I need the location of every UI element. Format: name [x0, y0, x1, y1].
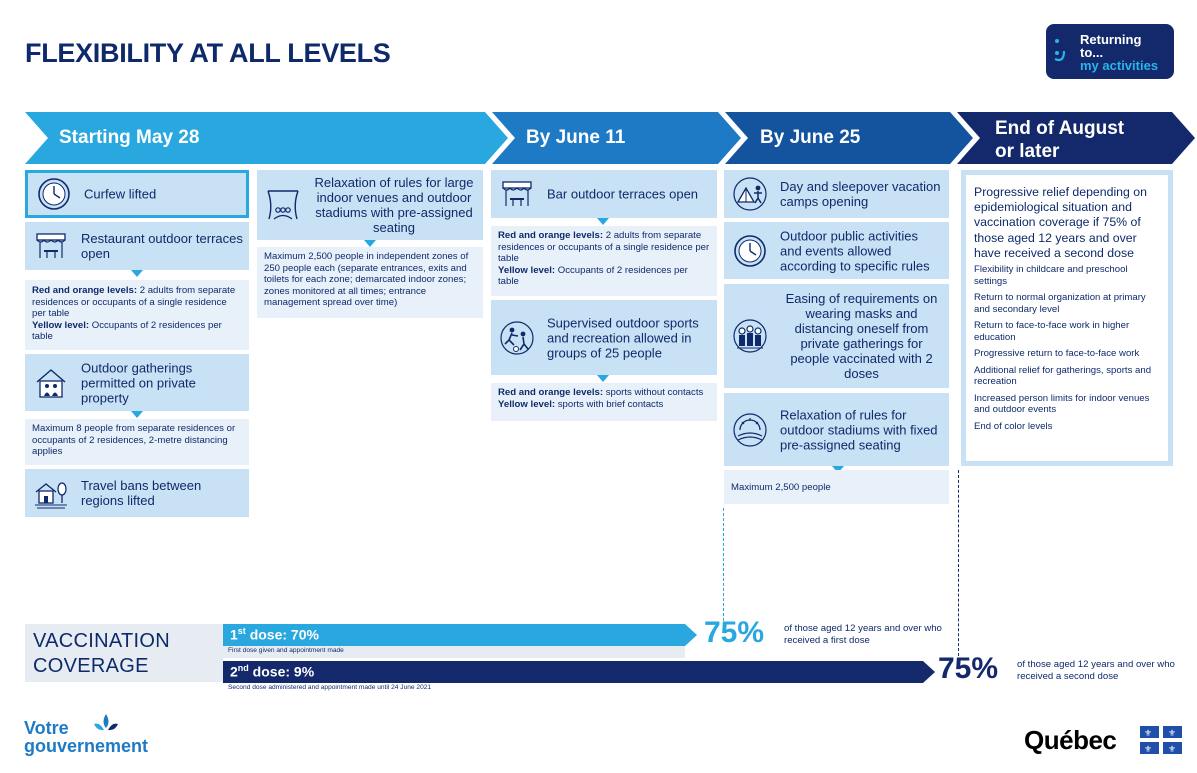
dose2-target-text: of those aged 12 years and over who received a second dose — [1017, 659, 1175, 682]
phase-label-august-line1: End of August — [995, 118, 1125, 139]
votre-gouvernement-logo — [24, 719, 148, 755]
note-red-text: sports without contacts — [603, 387, 704, 398]
dose2-sup: nd — [237, 663, 249, 673]
terrace-icon — [33, 228, 69, 264]
dashed-connector-august — [958, 470, 959, 656]
stadium-icon — [732, 412, 768, 448]
phase-label-may28: Starting May 28 — [59, 127, 200, 148]
dose2-text: dose: 9% — [248, 663, 315, 680]
august-panel — [961, 170, 1173, 466]
sports-text: Supervised outdoor sports and recreation allowed in groups of 25 people — [547, 315, 699, 360]
note-yellow-label: Yellow level: — [498, 398, 556, 410]
note-yellow-text: Occupants of 2 residences per table — [32, 319, 222, 342]
dose1-target: 75% — [704, 616, 765, 649]
card-camps — [724, 170, 949, 218]
svg-text:⚜: ⚜ — [1144, 729, 1153, 739]
bar-text: Bar outdoor terraces open — [547, 186, 699, 202]
dose1-label — [230, 626, 319, 643]
phase-label-june11: By June 11 — [526, 127, 626, 148]
note-red-text: 2 adults from separate residences or occupants of a single residence per table — [32, 285, 236, 319]
fleur-icon — [92, 714, 120, 736]
dose2-subtext: Second dose administered and appointment made until 24 June 2021 — [228, 684, 432, 691]
travel-text: Travel bans between regions lifted — [81, 478, 202, 508]
note-yellow-text: Occupants of 2 residences per table — [498, 264, 688, 287]
svg-text:⚜: ⚜ — [1168, 745, 1177, 754]
house-tree-icon — [33, 475, 69, 511]
note-red-label: Red and orange levels: — [32, 285, 138, 296]
card-travel — [25, 469, 249, 517]
card-gatherings — [25, 354, 249, 411]
pointer-triangle — [597, 375, 609, 382]
vaccination-label-line2: COVERAGE — [33, 655, 149, 677]
stadiums-text: Relaxation of rules for outdoor stadiums with fixed pre-assigned seating — [780, 407, 938, 452]
crowd-icon — [732, 318, 768, 354]
gatherings-text: Outdoor gatherings permitted on private property — [81, 360, 196, 405]
phase-label-june25: By June 25 — [760, 127, 861, 148]
dose1-text: dose: 70% — [245, 626, 319, 643]
august-heading: Progressive relief depending on epidemiological situation and vaccination coverage if 75% of those aged 12 years and over have received a second dose — [974, 185, 1147, 260]
note-gatherings: Maximum 8 people from separate residences or occupants of 2 residences, 2-metre distancing applies — [25, 419, 249, 465]
votre-line1: Votre — [24, 718, 69, 738]
smile-icon — [1052, 33, 1068, 69]
venues-text: Relaxation of rules for large indoor venues and outdoor stadiums with pre-assigned seating — [314, 175, 474, 235]
logo-line2: to... — [1080, 45, 1104, 60]
card-outdoor-activities — [724, 222, 949, 279]
phase-label-august — [995, 117, 1124, 163]
outdoor-text: Outdoor public activities and events allowed according to specific rules — [780, 228, 930, 273]
quebec-logo: Québec — [1024, 725, 1117, 755]
note-red-label: Red and orange levels: — [498, 230, 604, 241]
dose2-label — [230, 663, 314, 680]
august-item: Return to face-to-face work in higher education — [974, 320, 1130, 343]
phase-label-august-line2: or later — [995, 141, 1060, 162]
clock-icon — [36, 176, 72, 212]
dose2-target: 75% — [938, 652, 999, 685]
note-sports — [491, 383, 717, 421]
dose1-subtext: First dose given and appointment made — [228, 647, 344, 654]
svg-text:⚜: ⚜ — [1168, 729, 1177, 739]
note-yellow-label: Yellow level: — [498, 264, 556, 276]
pointer-triangle — [131, 270, 143, 277]
august-item: End of color levels — [974, 420, 1053, 432]
card-bar — [491, 170, 717, 218]
clock-icon — [732, 233, 768, 269]
camps-text: Day and sleepover vacation camps opening — [780, 179, 941, 209]
dose2-ordinal: 2 — [230, 663, 238, 680]
august-item: Return to normal organization at primary and secondary level — [974, 292, 1146, 315]
house-people-icon — [33, 365, 69, 401]
note-venues: Maximum 2,500 people in independent zones of 250 people each (separate entrances, exits and toilets for each zone; demarcated indoor zones; zones monitored at all times; entrance management spread over time) — [257, 247, 483, 318]
note-yellow-text: sports with brief contacts — [555, 398, 664, 410]
card-venues — [257, 170, 483, 240]
august-item: Increased person limits for indoor venues and outdoor events — [974, 392, 1150, 416]
note-restaurant — [25, 280, 249, 350]
pointer-triangle — [131, 411, 143, 418]
note-bar — [491, 226, 717, 296]
dose1-target-text: of those aged 12 years and over who received a first dose — [784, 623, 942, 646]
theatre-icon — [265, 187, 301, 223]
card-sports — [491, 300, 717, 375]
returning-logo — [1046, 24, 1174, 79]
note-red-text: 2 adults from separate residences or occupants of a single residence per table — [498, 230, 710, 264]
dose2-bar — [223, 661, 936, 683]
vaccination-label — [25, 624, 223, 682]
august-item: Flexibility in childcare and preschool settings — [974, 264, 1128, 287]
quebec-flag-icon — [1140, 726, 1182, 754]
card-stadiums — [724, 393, 949, 466]
august-item: Additional relief for gatherings, sports and recreation — [974, 364, 1152, 388]
masks-text: Easing of requirements on wearing masks and distancing oneself from private gatherings for people vaccinated with 2 doses — [785, 291, 938, 381]
card-curfew — [25, 170, 249, 218]
dashed-connector-june25 — [723, 508, 724, 626]
dose1-ordinal: 1 — [230, 626, 238, 643]
card-restaurant — [25, 222, 249, 270]
card-masks — [724, 284, 949, 388]
dose1-sup: st — [237, 626, 246, 636]
page-title: FLEXIBILITY AT ALL LEVELS — [25, 38, 391, 68]
pointer-triangle — [364, 240, 376, 247]
note-stadiums: Maximum 2,500 people — [724, 470, 949, 504]
soccer-icon — [499, 320, 535, 356]
pointer-triangle — [597, 218, 609, 225]
votre-line2: gouvernement — [24, 736, 149, 756]
note-red-label: Red and orange levels: — [498, 387, 604, 398]
restaurant-text: Restaurant outdoor terraces open — [81, 231, 243, 261]
note-yellow-label: Yellow level: — [32, 319, 90, 331]
terrace-icon — [499, 176, 535, 212]
camp-icon — [732, 176, 768, 212]
logo-line1: Returning — [1080, 32, 1142, 47]
svg-text:⚜: ⚜ — [1144, 745, 1153, 754]
august-item: Progressive return to face-to-face work — [974, 348, 1140, 360]
vaccination-label-line1: VACCINATION — [33, 630, 171, 652]
curfew-text: Curfew lifted — [84, 186, 157, 202]
logo-line3: my activities — [1080, 58, 1159, 73]
